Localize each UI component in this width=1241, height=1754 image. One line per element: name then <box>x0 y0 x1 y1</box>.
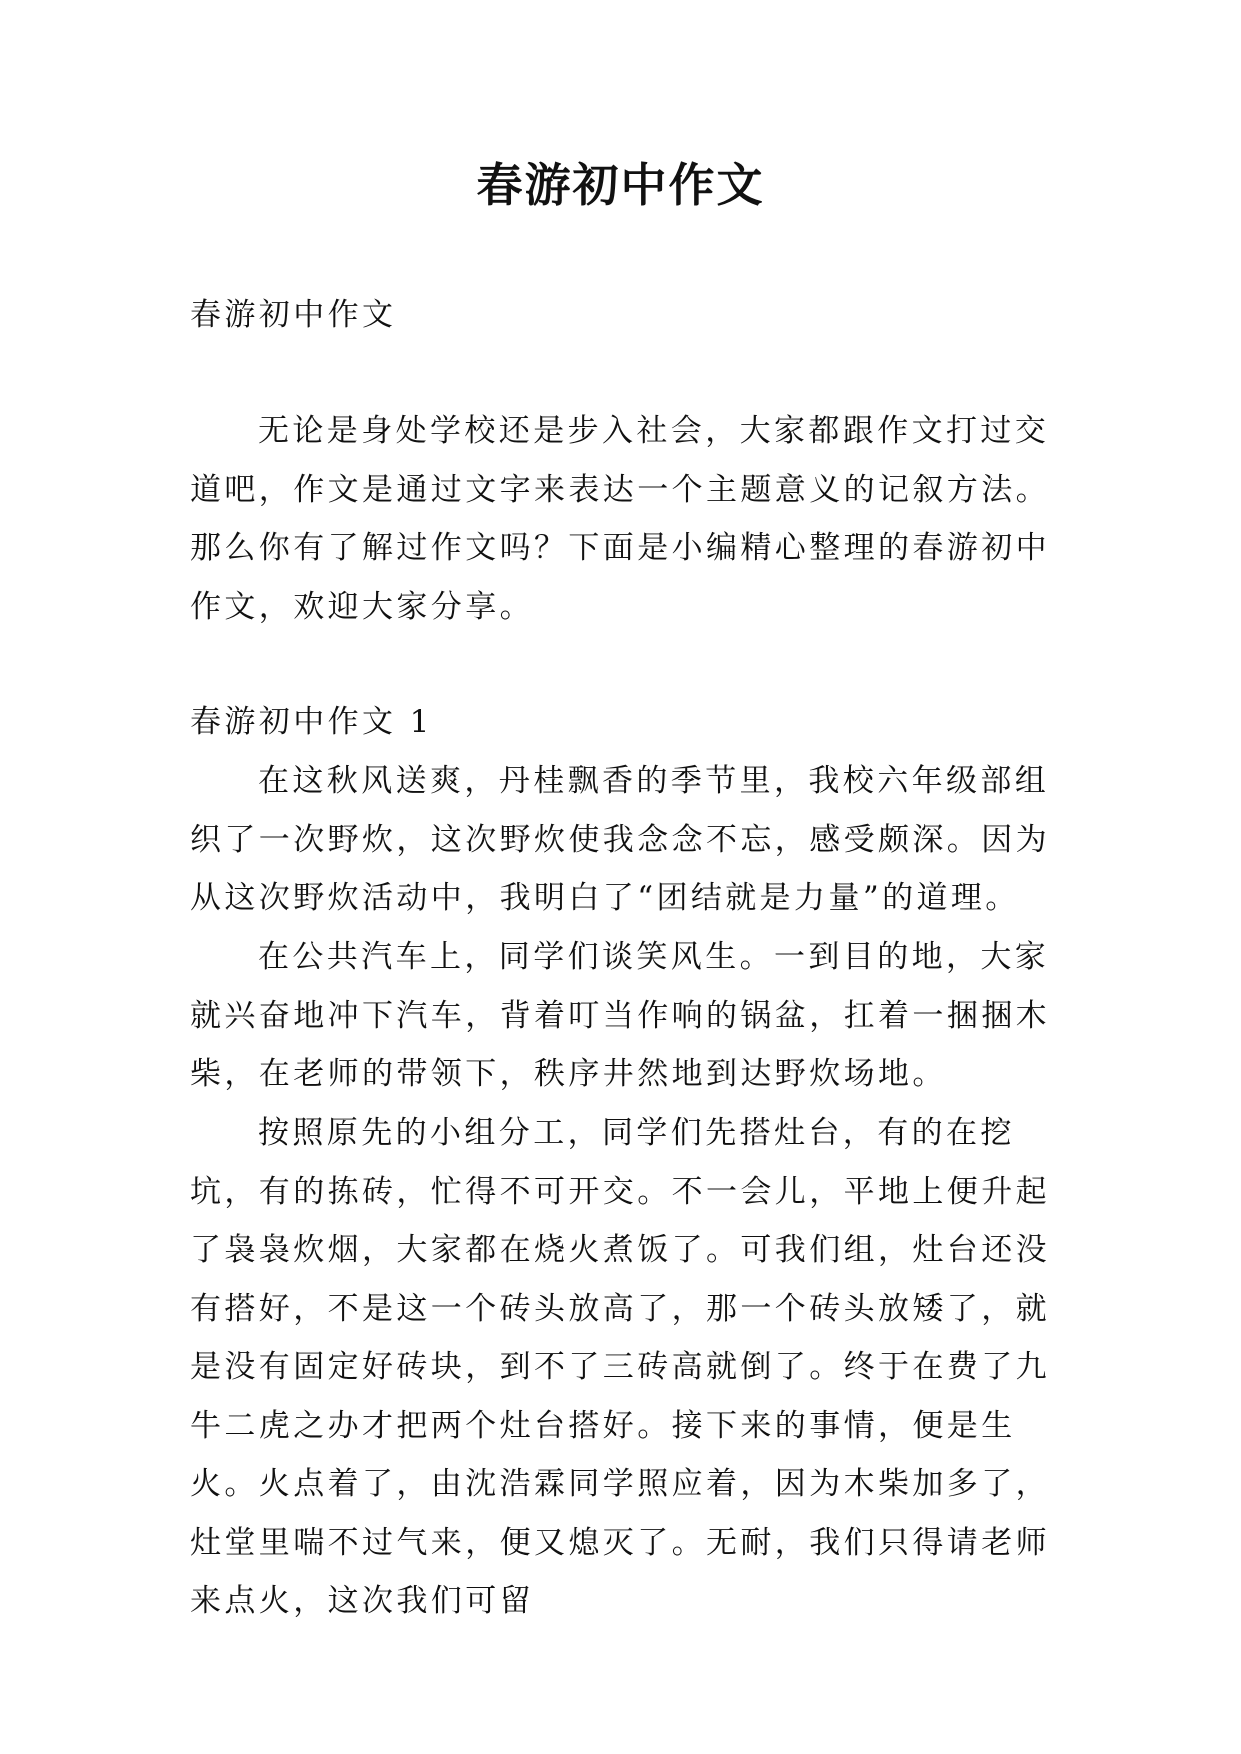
body-paragraph: 在这秋风送爽，丹桂飘香的季节里，我校六年级部组织了一次野炊，这次野炊使我念念不忘，感受颇深。因为从这次野炊活动中，我明白了“团结就是力量”的道理。 <box>190 763 1050 916</box>
body-paragraph: 按照原先的小组分工，同学们先搭灶台，有的在挖坑，有的拣砖，忙得不可开交。不一会儿，平地上便升起了袅袅炊烟，大家都在烧火煮饭了。可我们组，灶台还没有搭好，不是这一个砖头放高了，那一个砖头放矮了，就是没有固定好砖块，到不了三砖高就倒了。终于在费了九牛二虎之办才把两个灶台搭好。接下来的事情，便是生火。火点着了，由沈浩霖同学照应着，因为木柴加多了，灶堂里喘不过气来，便又熄灭了。无耐，我们只得请老师来点火，这次我们可留 <box>190 1115 1050 1619</box>
section-heading: 春游初中作文 1 <box>190 704 433 740</box>
document-subtitle: 春游初中作文 <box>190 297 397 333</box>
intro-paragraph: 无论是身处学校还是步入社会，大家都跟作文打过交道吧，作文是通过文字来表达一个主题意义的记叙方法。那么你有了解过作文吗？下面是小编精心整理的春游初中作文，欢迎大家分享。 <box>190 413 1050 625</box>
body-paragraph: 在公共汽车上，同学们谈笑风生。一到目的地，大家就兴奋地冲下汽车，背着叮当作响的锅盆，扛着一捆捆木柴，在老师的带领下，秩序井然地到达野炊场地。 <box>190 939 1050 1092</box>
document-title: 春游初中作文 <box>476 158 765 212</box>
